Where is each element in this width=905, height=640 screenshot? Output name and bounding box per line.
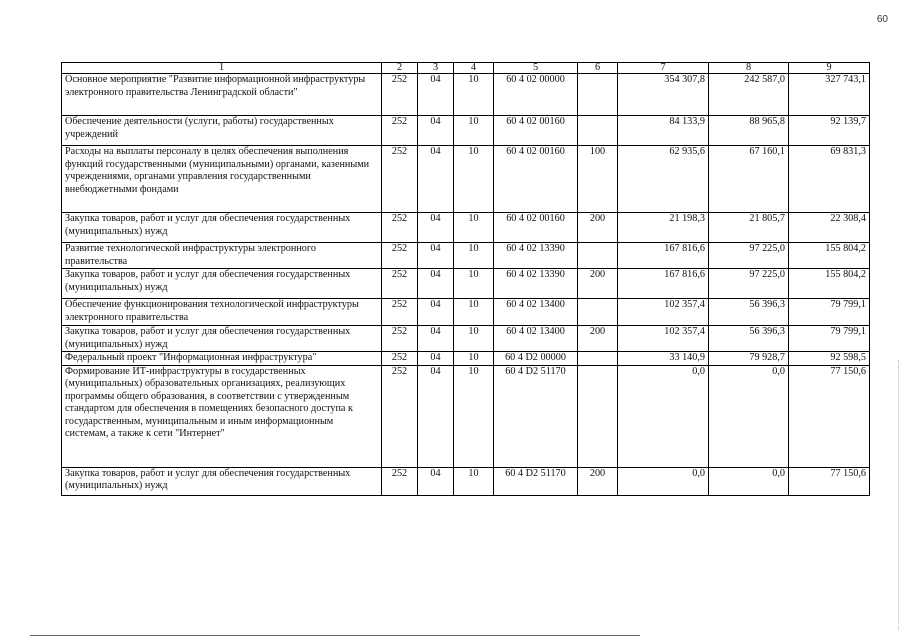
- column-header: 2: [382, 63, 418, 74]
- col-6: [578, 299, 618, 326]
- column-header: 4: [454, 63, 494, 74]
- col-8: 67 160,1: [709, 146, 789, 213]
- col-6: 200: [578, 213, 618, 243]
- table-row: [62, 467, 870, 495]
- col-6: [578, 352, 618, 366]
- col-4: 10: [454, 467, 494, 495]
- col-7: 354 307,8: [618, 74, 709, 116]
- col-2: 252: [382, 243, 418, 269]
- row-name: Закупка товаров, работ и услуг для обеспечения государственных (муниципальных) нужд: [62, 269, 382, 299]
- col-5: 60 4 02 00160: [494, 213, 578, 243]
- column-header: 7: [618, 63, 709, 74]
- col-5: 60 4 02 13390: [494, 243, 578, 269]
- row-name: Формирование ИТ-инфраструктуры в государственных (муниципальных) образовательных организациях, реализующих программы общего образования, в соответствии с утвержденным стандартом для обеспечения в помещениях безопасного доступа к государственным, муниципальным и иным информационным системам, а также к сети "Интернет": [62, 365, 382, 467]
- row-name: Закупка товаров, работ и услуг для обеспечения государственных (муниципальных) нужд: [62, 213, 382, 243]
- col-3: 04: [418, 352, 454, 366]
- col-5: 60 4 02 13400: [494, 299, 578, 326]
- page-number: 60: [876, 14, 888, 25]
- table-row: [62, 243, 870, 269]
- col-3: 04: [418, 146, 454, 213]
- col-5: 60 4 02 00160: [494, 116, 578, 146]
- col-4: 10: [454, 365, 494, 467]
- col-5: 60 4 02 00160: [494, 146, 578, 213]
- col-5: 60 4 02 00000: [494, 74, 578, 116]
- table-row: [62, 299, 870, 326]
- col-7: 84 133,9: [618, 116, 709, 146]
- row-name: Обеспечение деятельности (услуги, работы) государственных учреждений: [62, 116, 382, 146]
- col-7: 0,0: [618, 467, 709, 495]
- col-5: 60 4 D2 51170: [494, 365, 578, 467]
- table-row: [62, 326, 870, 352]
- col-9: 92 139,7: [789, 116, 870, 146]
- col-3: 04: [418, 213, 454, 243]
- row-name: Закупка товаров, работ и услуг для обеспечения государственных (муниципальных) нужд: [62, 467, 382, 495]
- col-5: 60 4 02 13390: [494, 269, 578, 299]
- col-4: 10: [454, 299, 494, 326]
- col-9: 77 150,6: [789, 467, 870, 495]
- row-name: Развитие технологической инфраструктуры электронного правительства: [62, 243, 382, 269]
- col-8: 88 965,8: [709, 116, 789, 146]
- col-4: 10: [454, 146, 494, 213]
- col-3: 04: [418, 365, 454, 467]
- margin-dots: [898, 360, 899, 630]
- col-6: 200: [578, 326, 618, 352]
- col-2: 252: [382, 352, 418, 366]
- table-row: [62, 146, 870, 213]
- col-7: 167 816,6: [618, 243, 709, 269]
- col-3: 04: [418, 243, 454, 269]
- table-row: [62, 213, 870, 243]
- col-3: 04: [418, 467, 454, 495]
- col-9: 22 308,4: [789, 213, 870, 243]
- header-row: [62, 63, 870, 74]
- col-6: 200: [578, 269, 618, 299]
- col-6: [578, 74, 618, 116]
- row-name: Обеспечение функционирования технологической инфраструктуры электронного правительства: [62, 299, 382, 326]
- column-header: 6: [578, 63, 618, 74]
- column-header: 1: [62, 63, 382, 74]
- col-8: 97 225,0: [709, 269, 789, 299]
- col-7: 62 935,6: [618, 146, 709, 213]
- col-7: 102 357,4: [618, 326, 709, 352]
- column-header: 3: [418, 63, 454, 74]
- col-7: 21 198,3: [618, 213, 709, 243]
- col-9: 92 598,5: [789, 352, 870, 366]
- col-2: 252: [382, 74, 418, 116]
- col-2: 252: [382, 146, 418, 213]
- col-8: 0,0: [709, 365, 789, 467]
- table-row: [62, 365, 870, 467]
- col-6: [578, 243, 618, 269]
- col-3: 04: [418, 74, 454, 116]
- col-6: 100: [578, 146, 618, 213]
- col-5: 60 4 D2 51170: [494, 467, 578, 495]
- col-2: 252: [382, 467, 418, 495]
- col-2: 252: [382, 213, 418, 243]
- row-name: Федеральный проект "Информационная инфраструктура": [62, 352, 382, 366]
- col-4: 10: [454, 116, 494, 146]
- col-9: 155 804,2: [789, 243, 870, 269]
- col-7: 102 357,4: [618, 299, 709, 326]
- col-9: 327 743,1: [789, 74, 870, 116]
- col-4: 10: [454, 213, 494, 243]
- col-5: 60 4 D2 00000: [494, 352, 578, 366]
- col-6: 200: [578, 467, 618, 495]
- col-4: 10: [454, 269, 494, 299]
- col-3: 04: [418, 269, 454, 299]
- col-5: 60 4 02 13400: [494, 326, 578, 352]
- col-8: 56 396,3: [709, 326, 789, 352]
- col-2: 252: [382, 269, 418, 299]
- table-row: [62, 352, 870, 366]
- col-8: 21 805,7: [709, 213, 789, 243]
- col-9: 79 799,1: [789, 299, 870, 326]
- col-6: [578, 365, 618, 467]
- footer-rule: [30, 635, 640, 636]
- col-3: 04: [418, 116, 454, 146]
- column-header: 5: [494, 63, 578, 74]
- table-row: [62, 269, 870, 299]
- col-8: 56 396,3: [709, 299, 789, 326]
- col-8: 97 225,0: [709, 243, 789, 269]
- col-7: 0,0: [618, 365, 709, 467]
- column-header: 9: [789, 63, 870, 74]
- col-8: 79 928,7: [709, 352, 789, 366]
- col-8: 242 587,0: [709, 74, 789, 116]
- col-4: 10: [454, 243, 494, 269]
- col-2: 252: [382, 326, 418, 352]
- table-row: [62, 74, 870, 116]
- col-3: 04: [418, 326, 454, 352]
- col-6: [578, 116, 618, 146]
- col-9: 155 804,2: [789, 269, 870, 299]
- col-4: 10: [454, 352, 494, 366]
- col-3: 04: [418, 299, 454, 326]
- col-2: 252: [382, 299, 418, 326]
- row-name: Расходы на выплаты персоналу в целях обеспечения выполнения функций государственными (муниципальными) органами, казенными учреждениями, органами управления государственными внебюджетными фондами: [62, 146, 382, 213]
- row-name: Закупка товаров, работ и услуг для обеспечения государственных (муниципальных) нужд: [62, 326, 382, 352]
- col-2: 252: [382, 365, 418, 467]
- col-8: 0,0: [709, 467, 789, 495]
- col-7: 167 816,6: [618, 269, 709, 299]
- table-row: [62, 116, 870, 146]
- column-header: 8: [709, 63, 789, 74]
- col-9: 79 799,1: [789, 326, 870, 352]
- col-4: 10: [454, 74, 494, 116]
- col-9: 77 150,6: [789, 365, 870, 467]
- row-name: Основное мероприятие "Развитие информационной инфраструктуры электронного правительства Ленинградской области": [62, 74, 382, 116]
- col-9: 69 831,3: [789, 146, 870, 213]
- col-7: 33 140,9: [618, 352, 709, 366]
- col-2: 252: [382, 116, 418, 146]
- col-4: 10: [454, 326, 494, 352]
- budget-table: [61, 62, 870, 496]
